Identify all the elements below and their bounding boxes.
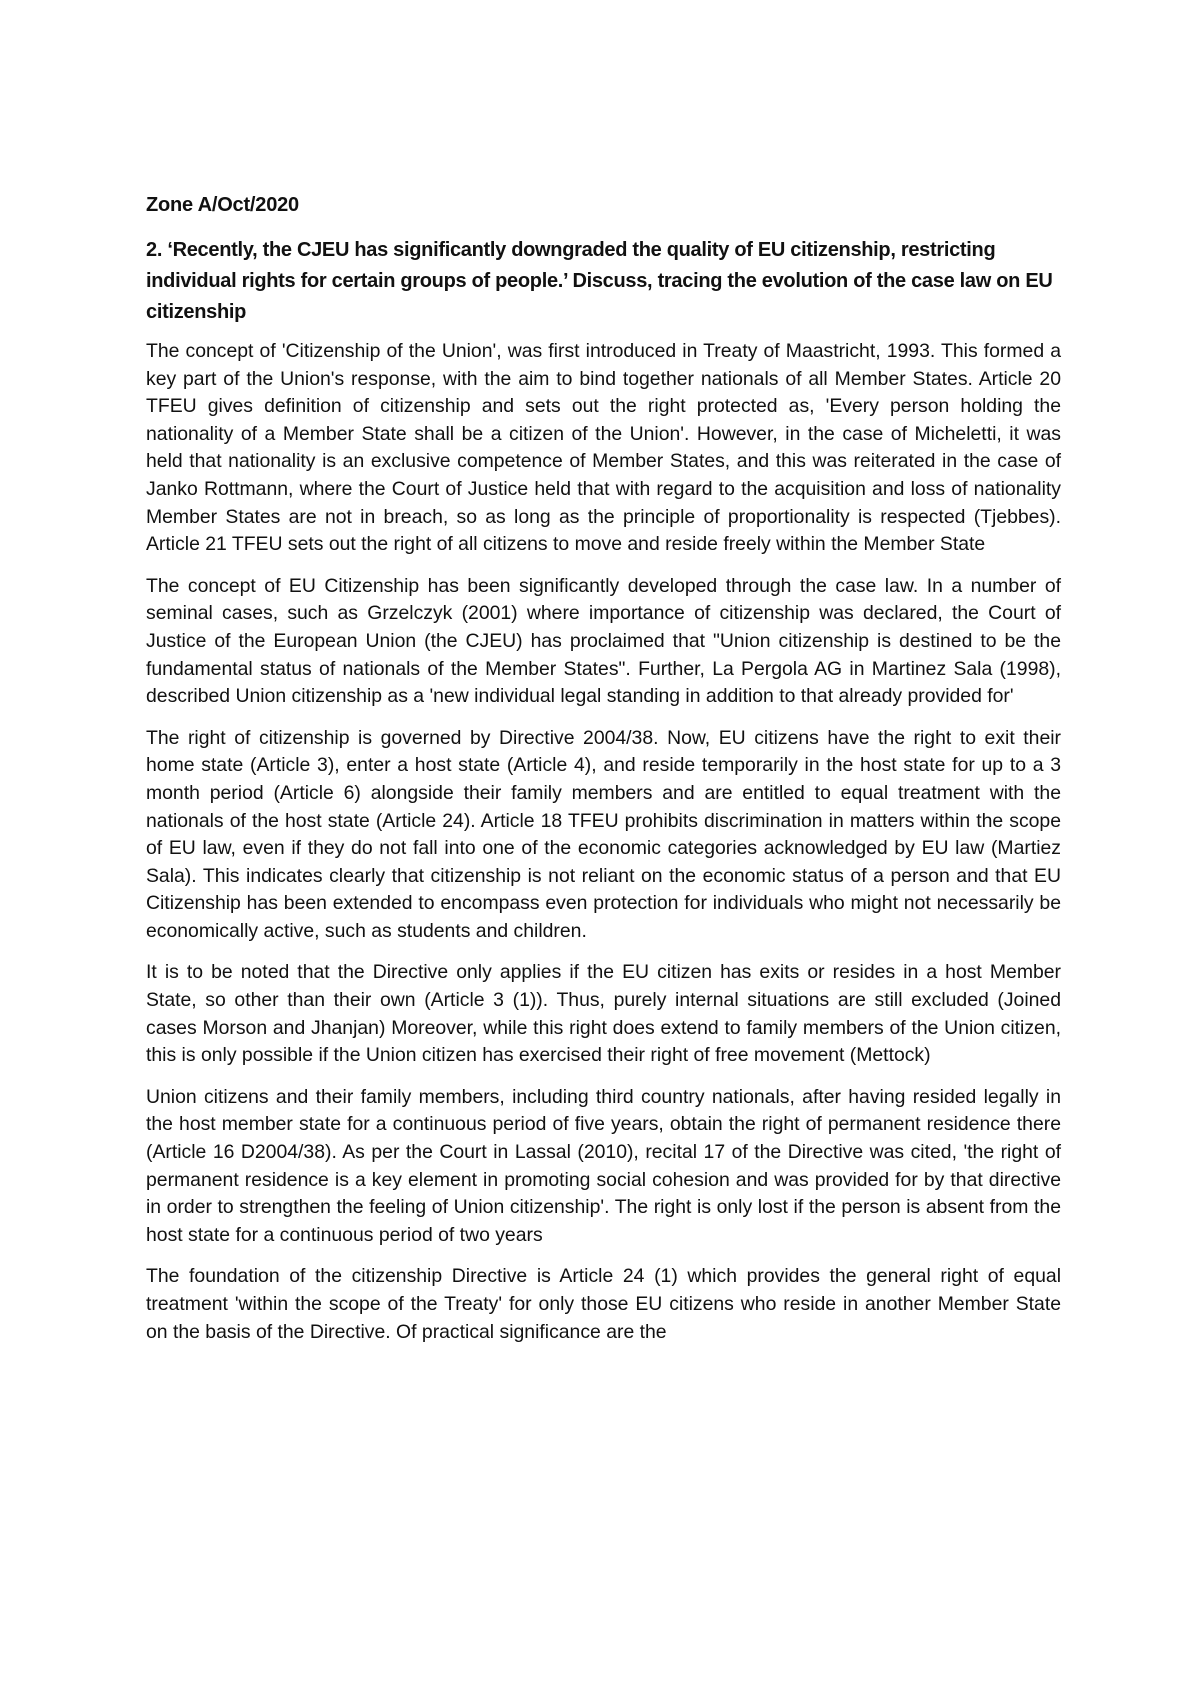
paragraph-equal-treatment: The foundation of the citizenship Directive is Article 24 (1) which provides the general right of equal treatment 'within the scope of the Treaty' for only those EU citizens who reside in another Member State on the basis of the Directive. Of practical significance are the [146,1265,1061,1343]
document-body [146,192,1061,1360]
paragraph-directive-rights: The right of citizenship is governed by Directive 2004/38. Now, EU citizens have the right to exit their home state (Article 3), enter a host state (Article 4), and reside temporarily in the host state for up to a 3 month period (Article 6) alongside their family members and are entitled to equal treatment with the nationals of the host state (Article 24). Article 18 TFEU prohibits discrimination in matters within the scope of EU law, even if they do not fall into one of the economic categories acknowledged by EU law (Martiez Sala). This indicates clearly that citizenship is not reliant on the economic status of a person and that EU Citizenship has been extended to encompass even protection for individuals who might not necessarily be economically active, such as students and children. [146,726,1061,942]
document-heading: Zone A/Oct/2020 [146,194,299,216]
paragraph-permanent-residence: Union citizens and their family members, including third country nationals, after having resided legally in the host member state for a continuous period of five years, obtain the right of permanent residence there (Article 16 D2004/38). As per the Court in Lassal (2010), recital 17 of the Directive was cited, 'the right of permanent residence is a key element in promoting social cohesion and was provided for by that directive in order to strengthen the feeling of Union citizenship'. The right is only lost if the person is absent from the host state for a continuous period of two years [146,1085,1061,1246]
paragraph-citizenship-concept: The concept of 'Citizenship of the Union', was first introduced in Treaty of Maastricht, 1993. This formed a key part of the Union's response, with the aim to bind together nationals of all Member States. Article 20 TFEU gives definition of citizenship and sets out the right protected as, 'Every person holding the nationality of a Member State shall be a citizen of the Union'. However, in the case of Micheletti, it was held that nationality is an exclusive competence of Member States, and this was reiterated in the case of Janko Rottmann, where the Court of Justice held that with regard to the acquisition and loss of nationality Member States are not in breach, so as long as the principle of proportionality is respected (Tjebbes). Article 21 TFEU sets out the right of all citizens to move and reside freely within the Member State [146,340,1061,556]
essay-question: 2. ‘Recently, the CJEU has significantly downgraded the quality of EU citizenship, restricting individual rights for certain groups of people.’ Discuss, tracing the evolution of the case law on EU citizenship [146,239,1053,323]
paragraph-directive-scope: It is to be noted that the Directive only applies if the EU citizen has exits or resides in a host Member State, so other than their own (Article 3 (1)). Thus, purely internal situations are still excluded (Joined cases Morson and Jhanjan) Moreover, while this right does extend to family members of the Union citizen, this is only possible if the Union citizen has exercised their right of free movement (Mettock) [146,961,1061,1067]
paragraph-case-law-development: The concept of EU Citizenship has been significantly developed through the case law. In a number of seminal cases, such as Grzelczyk (2001) where importance of citizenship was declared, the Court of Justice of the European Union (the CJEU) has proclaimed that "Union citizenship is destined to be the fundamental status of nationals of the Member States". Further, La Pergola AG in Martinez Sala (1998), described Union citizenship as a 'new individual legal standing in addition to that already provided for' [146,574,1061,708]
